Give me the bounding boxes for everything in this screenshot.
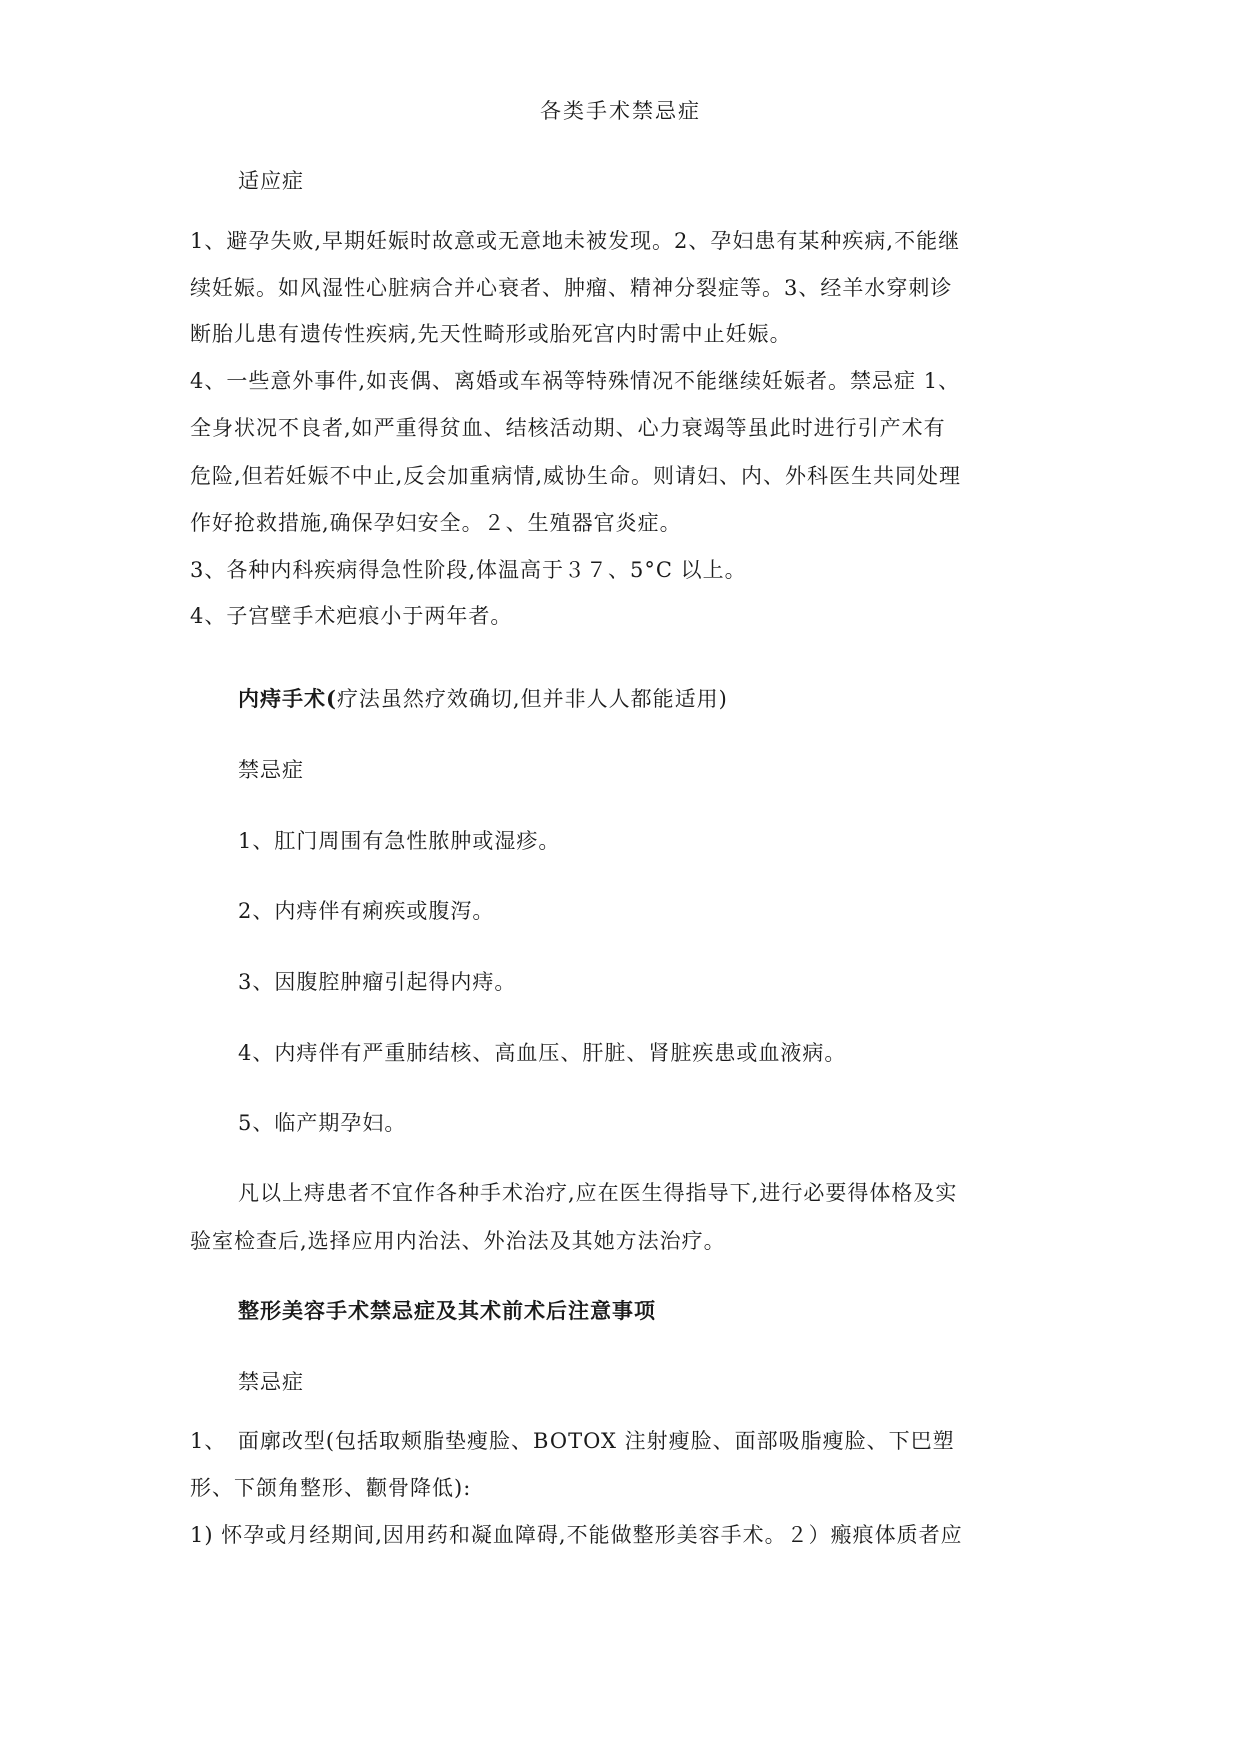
section1-line: 断胎儿患有遗传性疾病,先天性畸形或胎死宫内时需中止妊娠。 [190, 322, 792, 346]
list-item: 3、因腹腔肿瘤引起得内痔。 [238, 970, 517, 994]
section2-heading-title: 内痔手术( [238, 686, 337, 711]
section2-heading [238, 684, 728, 714]
section1-line: 1、避孕失败,早期妊娠时故意或无意地未被发现。2、孕妇患有某种疾病,不能继 [190, 229, 961, 253]
list-item: 4、内痔伴有严重肺结核、高血压、肝脏、肾脏疾患或血液病。 [238, 1041, 847, 1065]
section1-line: 作好抢救措施,确保孕妇安全。２、生殖器官炎症。 [190, 511, 682, 535]
section1-line: 4、子宫壁手术疤痕小于两年者。 [190, 604, 513, 628]
section2-note-line: 凡以上痔患者不宜作各种手术治疗,应在医生得指导下,进行必要得体格及实 [238, 1181, 958, 1205]
section1-line: 危险,但若妊娠不中止,反会加重病情,威协生命。则请妇、内、外科医生共同处理 [190, 464, 962, 488]
section2-note-line: 验室检查后,选择应用内治法、外治法及其她方法治疗。 [190, 1229, 726, 1253]
section3-line: 1) 怀孕或月经期间,因用药和凝血障碍,不能做整形美容手术。２）瘢痕体质者应 [190, 1523, 963, 1547]
section1-heading: 适应症 [238, 169, 304, 193]
document-title: 各类手术禁忌症 [540, 99, 701, 123]
section1-line: 4、一些意外事件,如丧偶、离婚或车祸等特殊情况不能继续妊娠者。禁忌症 1、 [190, 369, 961, 393]
list-item: 2、内痔伴有痢疾或腹泻。 [238, 899, 495, 923]
section1-line: 续妊娠。如风湿性心脏病合并心衰者、肿瘤、精神分裂症等。3、经羊水穿刺诊 [190, 276, 953, 300]
section1-line: 3、各种内科疾病得急性阶段,体温高于３７、5°C 以上。 [190, 558, 747, 582]
section3-subheading: 禁忌症 [238, 1370, 304, 1394]
list-item: 1、肛门周围有急性脓肿或湿疹。 [238, 829, 561, 853]
section1-line: 全身状况不良者,如严重得贫血、结核活动期、心力衰竭等虽此时进行引产术有 [190, 416, 946, 440]
section3-heading: 整形美容手术禁忌症及其术前术后注意事项 [238, 1298, 656, 1323]
section2-subheading: 禁忌症 [238, 758, 304, 782]
list-item: 5、临产期孕妇。 [238, 1111, 407, 1135]
section3-line: 形、下颌角整形、颧骨降低): [190, 1476, 472, 1500]
section3-line: 1、 面廓改型(包括取颊脂垫瘦脸、BOTOX 注射瘦脸、面部吸脂瘦脸、下巴塑 [190, 1429, 955, 1453]
section2-heading-note: 疗法虽然疗效确切,但并非人人都能适用) [336, 687, 728, 711]
